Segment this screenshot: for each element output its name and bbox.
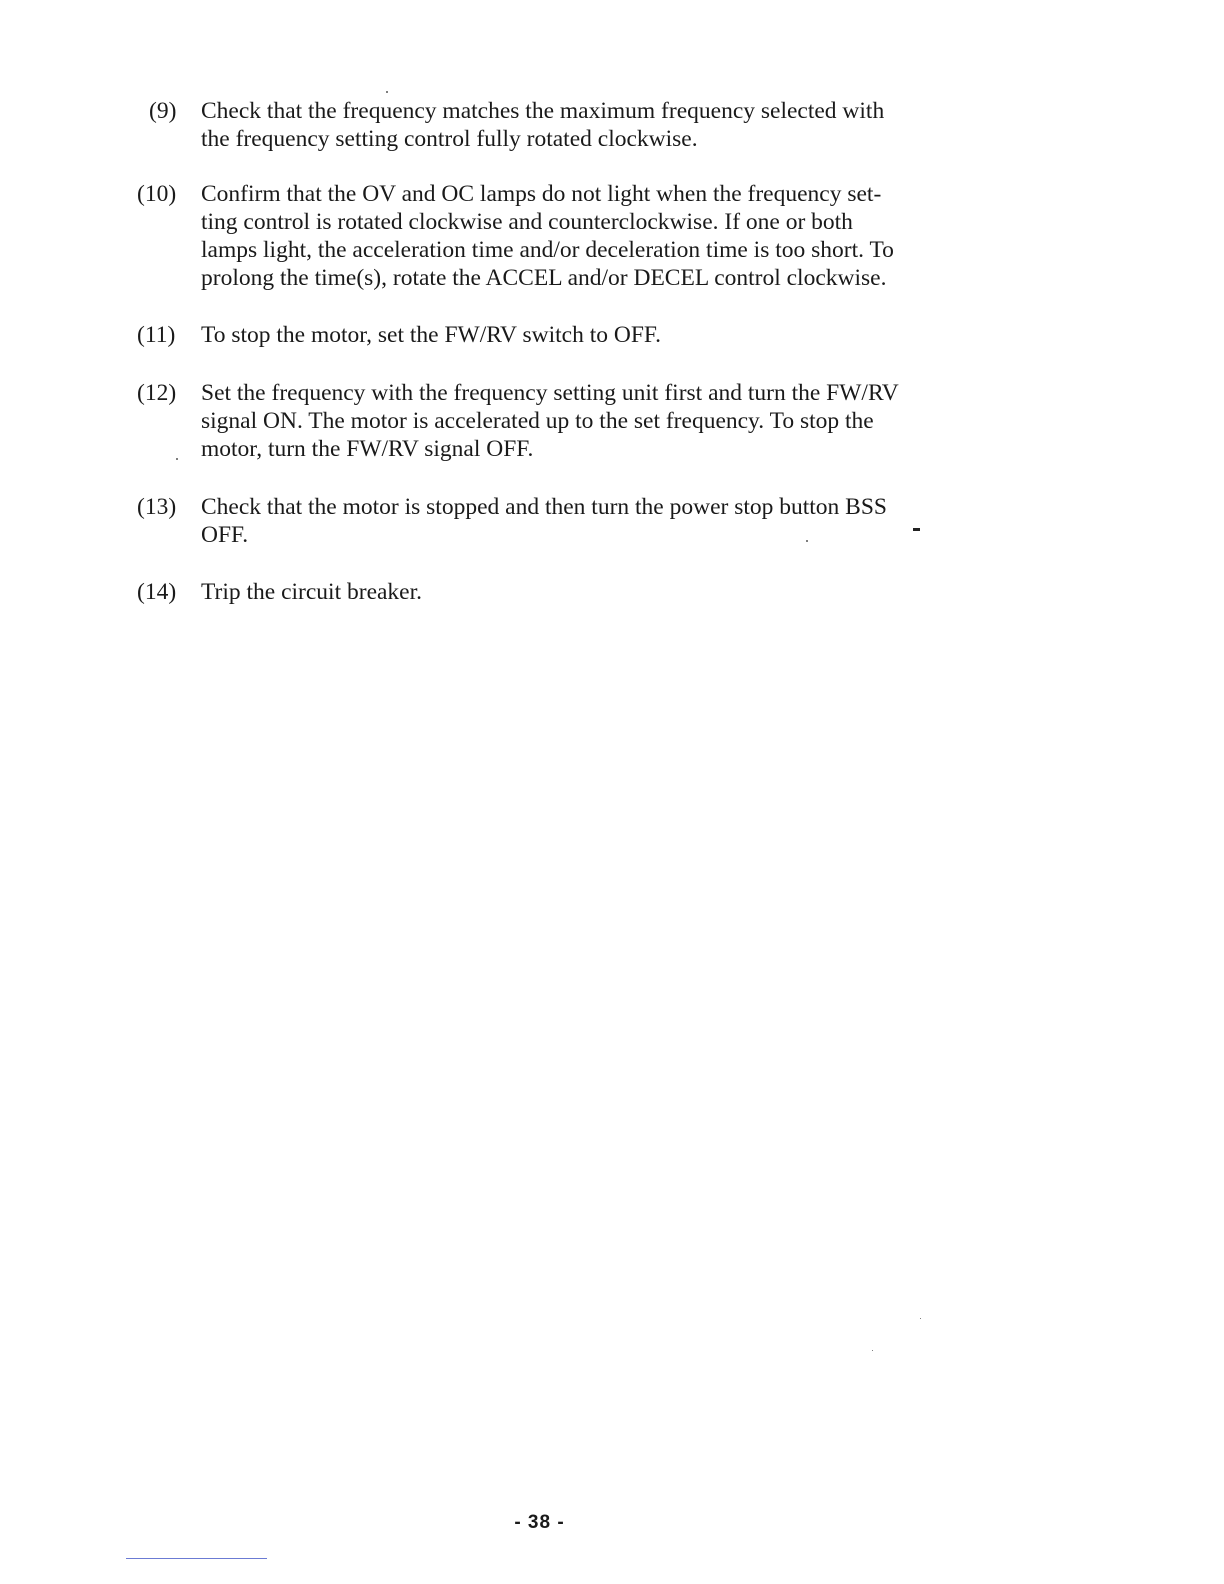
footer-rule [126,1558,267,1559]
step-line: OFF. [201,522,249,548]
step-line: Confirm that the OV and OC lamps do not light when the frequency set- [201,181,882,207]
step-line: ting control is rotated clockwise and counterclockwise. If one or both [201,209,853,235]
step-text [201,493,1031,549]
step-line: lamps light, the acceleration time and/or deceleration time is too short. To [201,237,894,263]
step-line: the frequency setting control fully rotated clockwise. [201,126,698,152]
scan-speck [806,540,808,542]
step-text [201,180,1031,292]
scan-mark [913,528,920,531]
scan-speck [176,458,178,460]
step-text [201,321,1031,349]
step-line: Set the frequency with the frequency setting unit first and turn the FW/RV [201,380,899,406]
step-text [201,97,1031,153]
step-line: prolong the time(s), rotate the ACCEL and/or DECEL control clockwise. [201,265,887,291]
step-text [201,578,1031,606]
step-number: (10) [137,181,177,207]
scan-speck [872,1350,873,1351]
step-line: Check that the frequency matches the maximum frequency selected with [201,98,885,124]
step-text [201,379,1031,463]
step-line: motor, turn the FW/RV signal OFF. [201,436,534,462]
step-line: Check that the motor is stopped and then turn the power stop button BSS [201,494,887,520]
step-line: To stop the motor, set the FW/RV switch to OFF. [201,322,661,348]
step-number: (13) [137,494,177,520]
step-number: (12) [137,380,177,406]
step-number: (14) [137,579,177,605]
page-number: - 38 - [514,1512,565,1533]
step-line: signal ON. The motor is accelerated up to the set frequency. To stop the [201,408,874,434]
scan-speck [920,1318,921,1319]
scan-speck [386,91,388,93]
step-number: (9) [149,98,177,124]
step-line: Trip the circuit breaker. [201,579,423,605]
step-number: (11) [137,322,176,348]
